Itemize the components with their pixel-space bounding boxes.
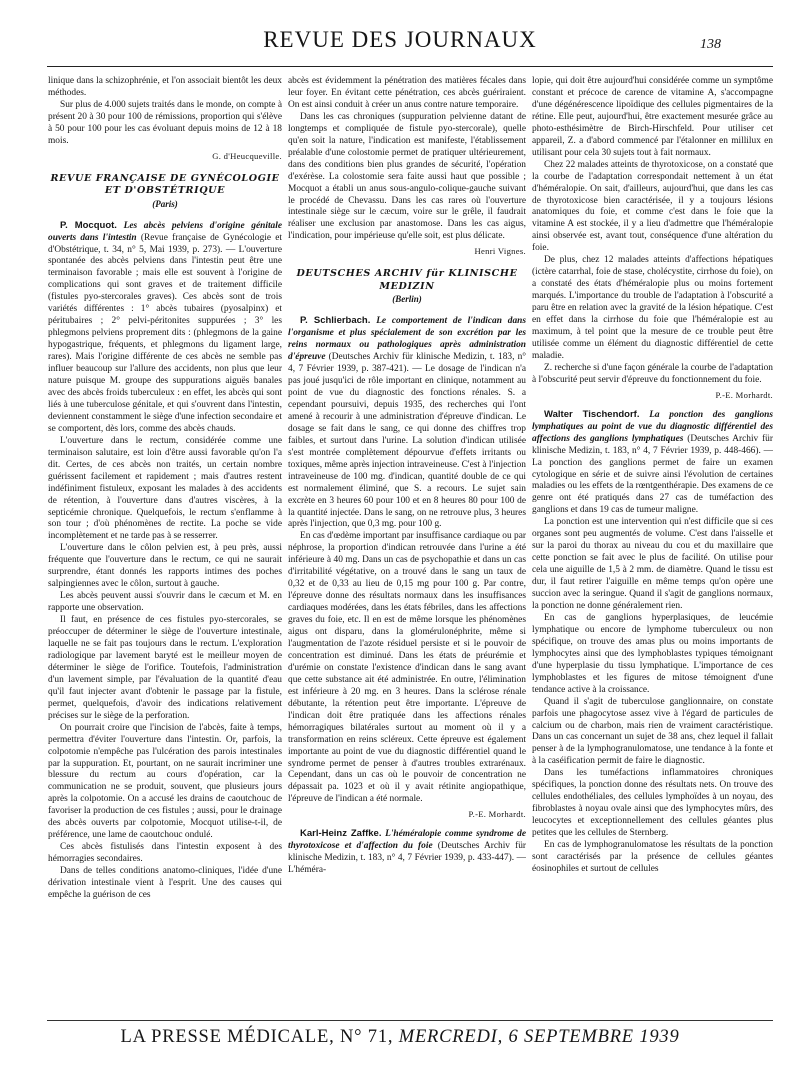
source-city: (Paris) [152,198,178,209]
footer-rule [47,1020,773,1021]
paragraph: Les abcès peuvent aussi s'ouvrir dans le cæcum et M. en rapporte une observation. [48,591,282,614]
paragraph: L'ouverture dans le côlon pelvien est, à peu près, aussi fréquente que l'ouverture dans le rectum, ce qui ne saurait surprendre, étant donnés les rapports intimes des poches salpingiennes avec le côlon, surtout à gauche. [48,543,282,590]
author-name: Karl-Heinz Zaffke. [300,828,382,840]
paragraph: Chez 22 malades atteints de thyrotoxicose, on a constaté que la courbe de l'adaptation correspondait nettement à un état d'héméralopie. On sait, d'ailleurs, aujourd'hui, que dans les cas de thyrotoxicose bien caractérisée, il y a toujours lésions anatomiques du foie, et comme c'est dans le foie que la vitamine A est stockée, il y a lieu d'admettre que l'héméralopie ainsi observée est, avant tout, conséquence d'une altération du foie. [532,159,773,254]
paragraph: Dans de telles conditions anatomo-cliniques, l'idée d'une dérivation intestinale vient à l'esprit. Une des causes qui empêche la guérison de ces [48,866,282,900]
article-title: Les abcès pelviens d'origine génitale ouverts dans l'intestin [48,220,282,243]
article-title: L'héméralopie comme syndrome de thyrotoxicose et d'affection du foie [288,829,526,852]
paragraph: De plus, chez 12 malades atteints d'affections hépatiques (ictère catarrhal, foie de stase, cholécystite, cirrhose du foie), on a constaté des états d'héméralopie plus ou moins fortement marqués. L'importance du trouble de l'adaptation à l'obscurité a paru être en relation avec la gravité de la lésion hépatique. C'est en effet dans la cirrhose du foie que l'héméralopie est au maximum, à tel point que la mesure de ce trouble peut être utilisée comme un élément du diagnostic différentiel de cette maladie. [532,255,773,361]
paragraph: lopie, qui doit être aujourd'hui considérée comme un symptôme constant et précoce de carence de vitamine A, s'accompagne d'une dégénérescence lipoïdique des cellules pigmentaires de la rétine. Elle peut, aujourd'hui, être exactement mesurée grâce au photo-esthésimètre de Birch-Hirschfeld. Pour utiliser cet appareil, Z. a d'abord commencé par l'étalonner en millilux en utilisant pour cela 30 sujets tout à fait normaux. [532,76,773,158]
source-journal-heading: REVUE FRANÇAISE DE GYNÉCOLOGIE ET D'OBSTÉTRIQUE [50,172,280,197]
signature: Henri Vignes. [474,246,526,257]
article-body: (Deutsches Archiv für klinische Medizin, t. 183, n° 4, 7 Février 1939, p. 433-447). — L'héméra- [288,841,526,876]
article-body: (Revue française de Gynécologie et d'Obstétrique, t. 34, n° 5, Mai 1939, p. 273). — L'ouverture spontanée des abcès pelviens dans l'intestin peut être une terminaison favorable ; mais elle est souvent à l'origine de complications qui sont graves et de traitement difficile (fistules pyo-stercorales graves). Ces abcès sont de trois variétés différentes : 1° abcès tubaires (pyosalpinx) et péritubaires ; 2° pelvi-péritonites suppurées ; 3° les phlegmons pelviens proprement dits : (phlegmons de la gaine hypogastrique, fréquents, et phlegmons du ligament large, rares). Mais l'origine différente de ces abcès ne semble pas influer beaucoup sur l'allure des accidents, non plus que leur nature puisque M. groupe des suppurations aiguës banales avec des abcès froids tuberculeux : en effet, les abcès qui sont liés à une tuberculose génitale, et qui s'ouvrent dans l'intestin, deviennent constamment le siège d'une infection secondaire et se comportent, dès lors, comme des abcès chauds. [48,232,282,434]
paragraph: Ces abcès fistulisés dans l'intestin exposent à des hémorragies secondaires. [48,842,282,865]
article-abstract [48,220,282,436]
paragraph: L'ouverture dans le rectum, considérée comme une terminaison salutaire, est loin d'être aussi favorable qu'on l'a dit. Certes, de ces abcès non traités, un certain nombre guérissent facilement et rapidement ; mais d'autres restent indéfiniment fistuleux, exposant les malades à des accidents de rétention, à l'ouverture dans d'autres viscères, à la septicémie chronique. Quelquefois, le rectum s'enflamme à son tour ; d'où phénomènes de rectite. La poche se vide incomplètement et ne tarde pas à se resserrer. [48,435,282,542]
paragraph: Dans les tuméfactions inflammatoires chroniques spécifiques, la ponction donne des résultats nets. On trouve des cellules endothéliales, des cellules lymphoïdes à un noyau, des fibroblastes à noyau ovale ainsi que des lymphocytes mûrs, des leucocytes et exceptionnellement des cellules géantes plus petites que les cellules de Sternberg. [532,768,773,839]
header-rule [47,66,773,67]
paragraph: Il faut, en présence de ces fistules pyo-stercorales, se préoccuper de déterminer le siège de l'ouverture intestinale, laquelle ne se fait pas toujours dans le rectum. L'exploration radiologique par lavement baryté est le meilleur moyen de déterminer le siège de l'orifice. Toutefois, l'administration d'un lavement simple, par l'évaluation de la quantité d'eau qu'il faut injecter avant d'obtenir le passage par la fistule, permet, quelquefois, d'avoir des indications relativement précises sur le siège de la perforation. [48,615,282,721]
paragraph: Dans les cas chroniques (suppuration pelvienne datant de longtemps et compliquée de fistule pyo-stercorale), quelle qu'en soit la nature, l'indication est manifeste, l'établissement préalable d'une colostomie permet de pratiquer ultérieurement, dans des conditions bien plus grandes de sécurité, l'opération d'exérèse. La colostomie sera faite aussi haut que possible ; Mocquot a établi un anus sous-angulo-colique-gauche suivant le procédé de Chevassu. Dans les cas rares où l'ouverture intestinale siège sur le cæcum, voire sur le grêle, il faudrait réaliser une exclusion par anastomose. Dans les cas aigus, l'indication, pour impérieuse qu'elle soit, est plus délicate. [288,111,526,242]
page-number: 138 [700,37,721,52]
article-abstract [288,828,526,877]
article-title: Le comportement de l'indican dans l'organisme et plus spécialement de son excrétion par les reins normaux ou pathologiques après administration d'épreuve [288,316,526,363]
article-abstract [532,409,773,518]
article-body: (Deutsches Archiv für klinische Medizin, t. 183, n° 4, 7 Février 1939, p. 448-466). — La ponction des ganglions permet de faire un examen cytologique en série et de suivre ainsi l'évolution de certaines maladies ou les effets de la rœntgenthérapie. Des examens de ce genre ont été pratiqués dans 27 cas de tuméfaction des ganglions et dans 19 cas de tumeur maligne. [532,433,773,516]
author-name: P. Mocquot. [60,219,117,231]
paragraph: On pourrait croire que l'incision de l'abcès, faite à temps, permettra d'éviter l'ouverture dans l'intestin. Or, parfois, la colpotomie n'empêche pas l'ulcération des parois intestinales par la suppuration. Et, pourtant, on ne saurait incriminer une blessure du rectum au cours d'opération, car la communication ne se produit, souvent, que plusieurs jours après la colpotomie. On a accusé les drains de caoutchouc de favoriser la production de ces fistules ; aussi, pour le drainage des abcès ouverts par colpotomie, Mocquot utilise-t-il, de préférence, une lame de caoutchouc ondulé. [48,722,282,841]
paragraph: La ponction est une intervention qui n'est difficile que si ces organes sont peu augmentés de volume. C'est dans l'aisselle et sur la paroi du thorax au niveau du cou et du maxillaire que cette ponction se fait avec le plus de facilité. On utilise pour cela une aiguille de 1,5 à 2 mm. de diamètre. Quand le tissu est dur, il faut retirer l'aiguille en même temps qu'on opère une succion avec la seringue. Quand il s'agit de ganglions normaux, la ponction ne donne généralement rien. [532,517,773,611]
signature: P.-E. Morhardt. [715,389,773,400]
article-abstract [288,315,526,531]
article-body: (Deutsches Archiv für klinische Medizin, t. 183, n° 4, 7 Février 1939, p. 387-421). — Le dosage de l'indican n'a pas joué jusqu'ici de rôle important en clinique, notamment au point de vue du diagnostic des fonctions rénales. S. a cependant poursuivi, depuis 1935, des recherches qui l'ont amené à recourir à une administration d'épreuve d'indican. Le dosage se fait dans le sang, ce qui donne des chiffres trop faibles, et surtout dans l'urine. La solution d'indican utilisée s'est montrée complètement dépourvue d'effets irritants ou toxiques, même après injection intraveineuse. C'est à l'injection intraveineuse de 100 mg. d'indican, quantité double de ce qui est normalement éliminé, que S. a recours. Le sujet sain excrète en 3 heures 60 pour 100 et en 8 heures 80 pour 100 de la quantité injectée. Dans le sang, on ne retrouve plus, 3 heures après l'injection, que 0,3 mg. pour 100 g. [288,352,526,530]
source-city: (Berlin) [392,294,422,305]
signature: P.-E. Morhardt. [468,809,526,820]
source-journal-heading: DEUTSCHES ARCHIV für KLINISCHE MEDIZIN [296,268,518,292]
paragraph: Quand il s'agit de tuberculose ganglionnaire, on constate parfois une phagocytose assez vive à l'égard de particules de calcium ou de charbon, mais rien de vraiment caractéristique. Dans un cas concernant un sujet de 38 ans, chez lequel il fallait penser à de la lymphogranulomatose, une tendance à la fonte et à la caséification permit de faire le diagnostic. [532,696,773,767]
column-1 [48,76,282,1016]
journal-section-title: REVUE DES JOURNAUX [263,27,537,52]
paragraph: linique dans la schizophrénie, et l'on associait bientôt les deux méthodes. [48,76,282,98]
column-3 [532,76,773,1016]
author-name: P. Schlierbach. [300,315,371,327]
paragraph: Sur plus de 4.000 sujets traités dans le monde, on compte à présent 20 à 30 pour 100 de rémissions, proportion qui s'élève à 50 pour 100 pour les cas évoluant depuis moins de 12 à 18 mois. [48,99,282,146]
paragraph: abcès est évidemment la pénétration des matières fécales dans leur foyer. En évitant cette pénétration, ces abcès guériraient. On est ainsi conduit à créer un anus contre nature temporaire. [288,76,526,110]
paragraph: En cas d'œdème important par insuffisance cardiaque ou par néphrose, la proportion d'indican retrouvée dans l'urine a été inférieure à 40 mg. Dans un cas de psychopathie et dans un cas d'irritabilité végétative, on a trouvé dans le sang un taux de 0,32 et de 0,33 au lieu de 0,15 mg pour 100 g. Par contre, l'épreuve donne des résultats normaux dans les insuffisances cardiaques modérées, dans les états fébriles, dans les affections graves du foie, etc. Il en est de même lorsque les phénomènes aigus ont disparu, dans la glomérulonéphrite, même si l'augmentation de l'azote résiduel persiste et si le pouvoir de concentration est diminué. Dans les états de préurémie et d'urémie on constate l'existence d'indican dans le sang avant que cette substance ait été administrée. En outre, l'élimination est inférieure à 20 mg. en 3 heures. Dans la sclérose rénale débutante, la rétention peut être importante. L'épreuve de l'indican doit être pratiquée dans les affections rénales hémorragiques bilatérales surtout au moment où il y a transformation en reins scléreux. Cette épreuve est également importante au point de vue du diagnostic différentiel quand le syndrome permet de penser à d'autres troubles extrarénaux. Cependant, dans un cas où le pouvoir de concentration ne dépassait pa. 1023 et où il y avait rétinite angiopathique, l'épreuve de l'indican a été normale. [288,531,526,805]
footer-journal-name: LA PRESSE MÉDICALE, [120,1027,335,1047]
footer-issue-number: N° 71, [340,1027,394,1047]
signature: G. d'Heucqueville. [212,150,282,161]
paragraph: En cas de ganglions hyperplasiques, de leucémie lymphatique ou encore de lymphome tuberculeux ou non spécifique, on trouve des amas plus ou moins importants de lymphocytes ainsi que des lymphoblastes typiques témoignant d'une hyperplasie du tissu lymphatique. L'importance de ces lymphoblastes et les figures de mitose témoignent d'une tendance active à la croissance. [532,612,773,695]
paragraph: Z. recherche si d'une façon générale la courbe de l'adaptation à l'obscurité peut servir d'épreuve du fonctionnement du foie. [532,362,773,385]
article-title: La ponction des ganglions lymphatiques au point de vue du diagnostic différentiel des affections des ganglions lymphatiques [532,409,773,444]
page-footer [0,1027,800,1048]
column-2 [288,76,526,1016]
author-name: Walter Tischendorf. [544,408,640,420]
paragraph: En cas de lymphogranulomatose les résultats de la ponction sont caractérisés par la présence de cellules géantes éosinophiles et surtout de cellules [532,840,773,874]
footer-date: MERCREDI, 6 SEPTEMBRE 1939 [398,1027,680,1047]
